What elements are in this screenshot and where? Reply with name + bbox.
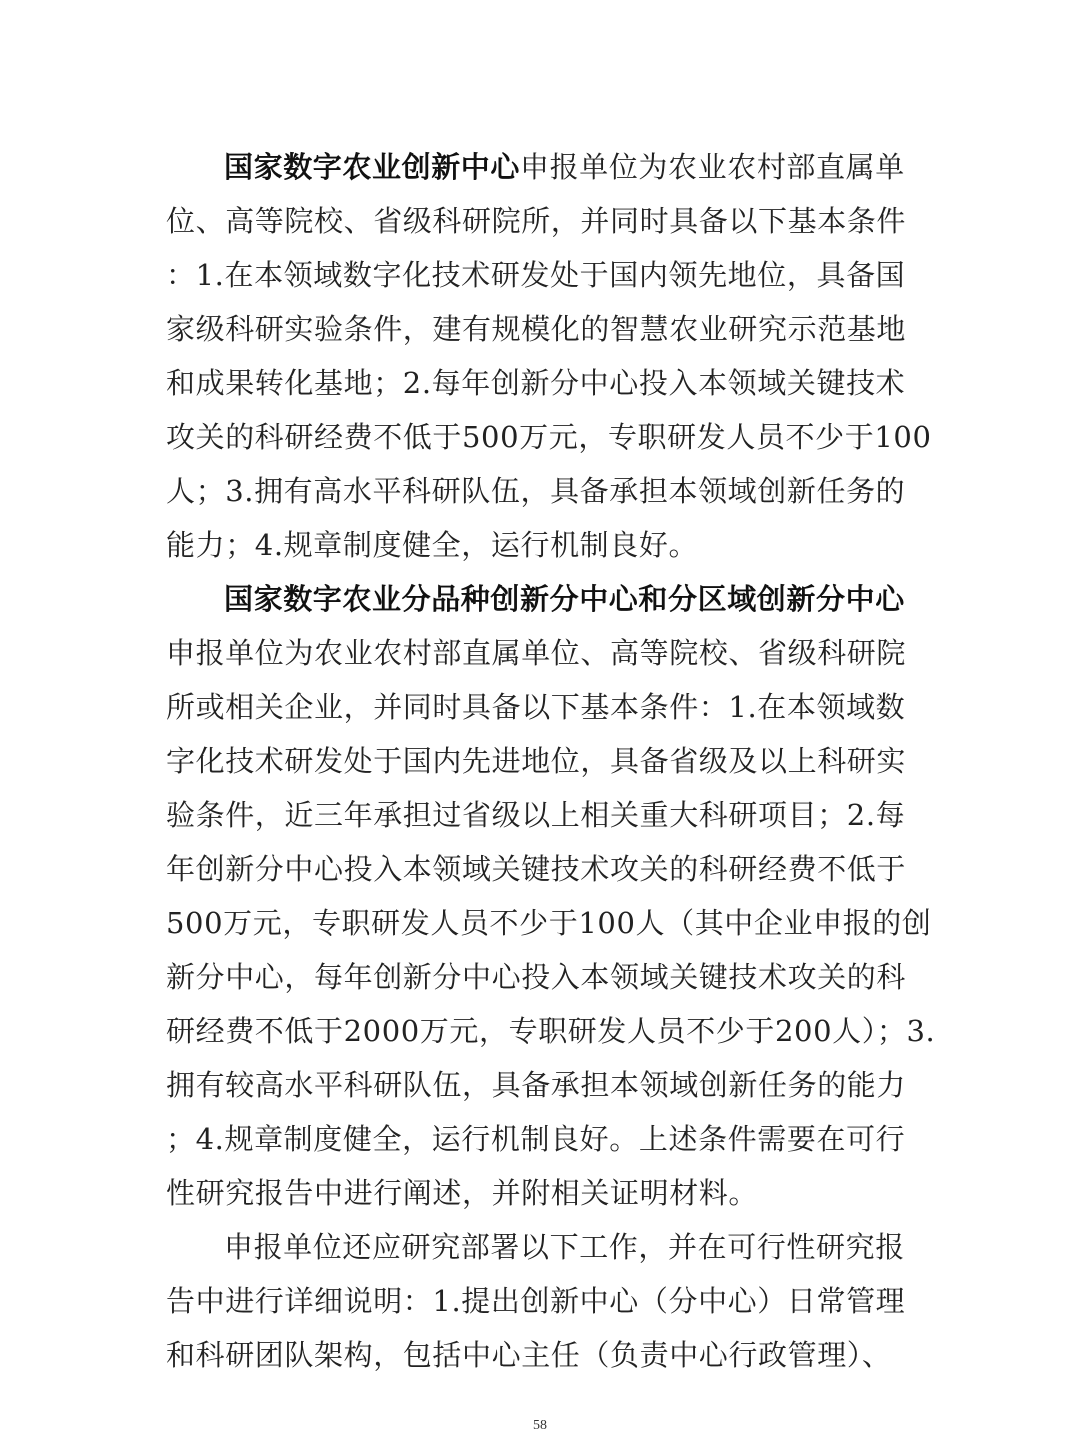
paragraph-1-line-3: ：1.在本领域数字化技术研发处于国内领先地位，具备国 (166, 258, 906, 292)
paragraph-2-line-5: 年创新分中心投入本领域关键技术攻关的科研经费不低于 (166, 852, 907, 886)
paragraph-2-line-3: 字化技术研发处于国内先进地位，具备省级及以上科研实 (166, 744, 907, 778)
paragraph-2-line-8: 研经费不低于2000万元，专职研发人员不少于200人）；3. (166, 1014, 936, 1048)
paragraph-2-line-11: 性研究报告中进行阐述，并附相关证明材料。 (166, 1176, 759, 1210)
paragraph-2-line-6: 500万元，专职研发人员不少于100人（其中企业申报的创 (166, 906, 932, 940)
paragraph-2-line-2: 所或相关企业，并同时具备以下基本条件：1.在本领域数 (166, 690, 906, 724)
paragraph-2-line-10: ；4.规章制度健全，运行机制良好。上述条件需要在可行 (166, 1122, 906, 1156)
paragraph-2-line-7: 新分中心，每年创新分中心投入本领域关键技术攻关的科 (166, 960, 907, 994)
paragraph-2-heading: 国家数字农业分品种创新分中心和分区域创新分中心 (224, 582, 905, 616)
paragraph-1-line-5: 和成果转化基地；2.每年创新分中心投入本领域关键技术 (166, 366, 906, 400)
paragraph-3-line-2: 告中进行详细说明：1.提出创新中心（分中心）日常管理 (166, 1284, 906, 1318)
paragraph-1-heading: 国家数字农业创新中心 (224, 150, 521, 184)
body-text (166, 140, 936, 1382)
paragraph-3-line-3: 和科研团队架构，包括中心主任（负责中心行政管理）、 (166, 1338, 892, 1372)
page-number: 58 (533, 1418, 547, 1433)
paragraph-1-line-4: 家级科研实验条件，建有规模化的智慧农业研究示范基地 (166, 312, 907, 346)
paragraph-1-line-7: 人；3.拥有高水平科研队伍，具备承担本领域创新任务的 (166, 474, 906, 508)
paragraph-2-line-4: 验条件，近三年承担过省级以上相关重大科研项目；2.每 (166, 798, 906, 832)
paragraph-1-line-1 (166, 140, 926, 194)
paragraph-2-line-1: 申报单位为农业农村部直属单位、高等院校、省级科研院 (166, 636, 907, 670)
paragraph-1-line-2: 位、高等院校、省级科研院所，并同时具备以下基本条件 (166, 204, 907, 238)
paragraph-2-line-9: 拥有较高水平科研队伍，具备承担本领域创新任务的能力 (166, 1068, 907, 1102)
paragraph-1-line-1-text: 申报单位为农业农村部直属单 (520, 150, 905, 184)
paragraph-3-line-1: 申报单位还应研究部署以下工作，并在可行性研究报 (224, 1230, 905, 1264)
paragraph-1-line-8: 能力；4.规章制度健全，运行机制良好。 (166, 528, 699, 562)
paragraph-1-line-6: 攻关的科研经费不低于500万元，专职研发人员不少于100 (166, 420, 932, 454)
